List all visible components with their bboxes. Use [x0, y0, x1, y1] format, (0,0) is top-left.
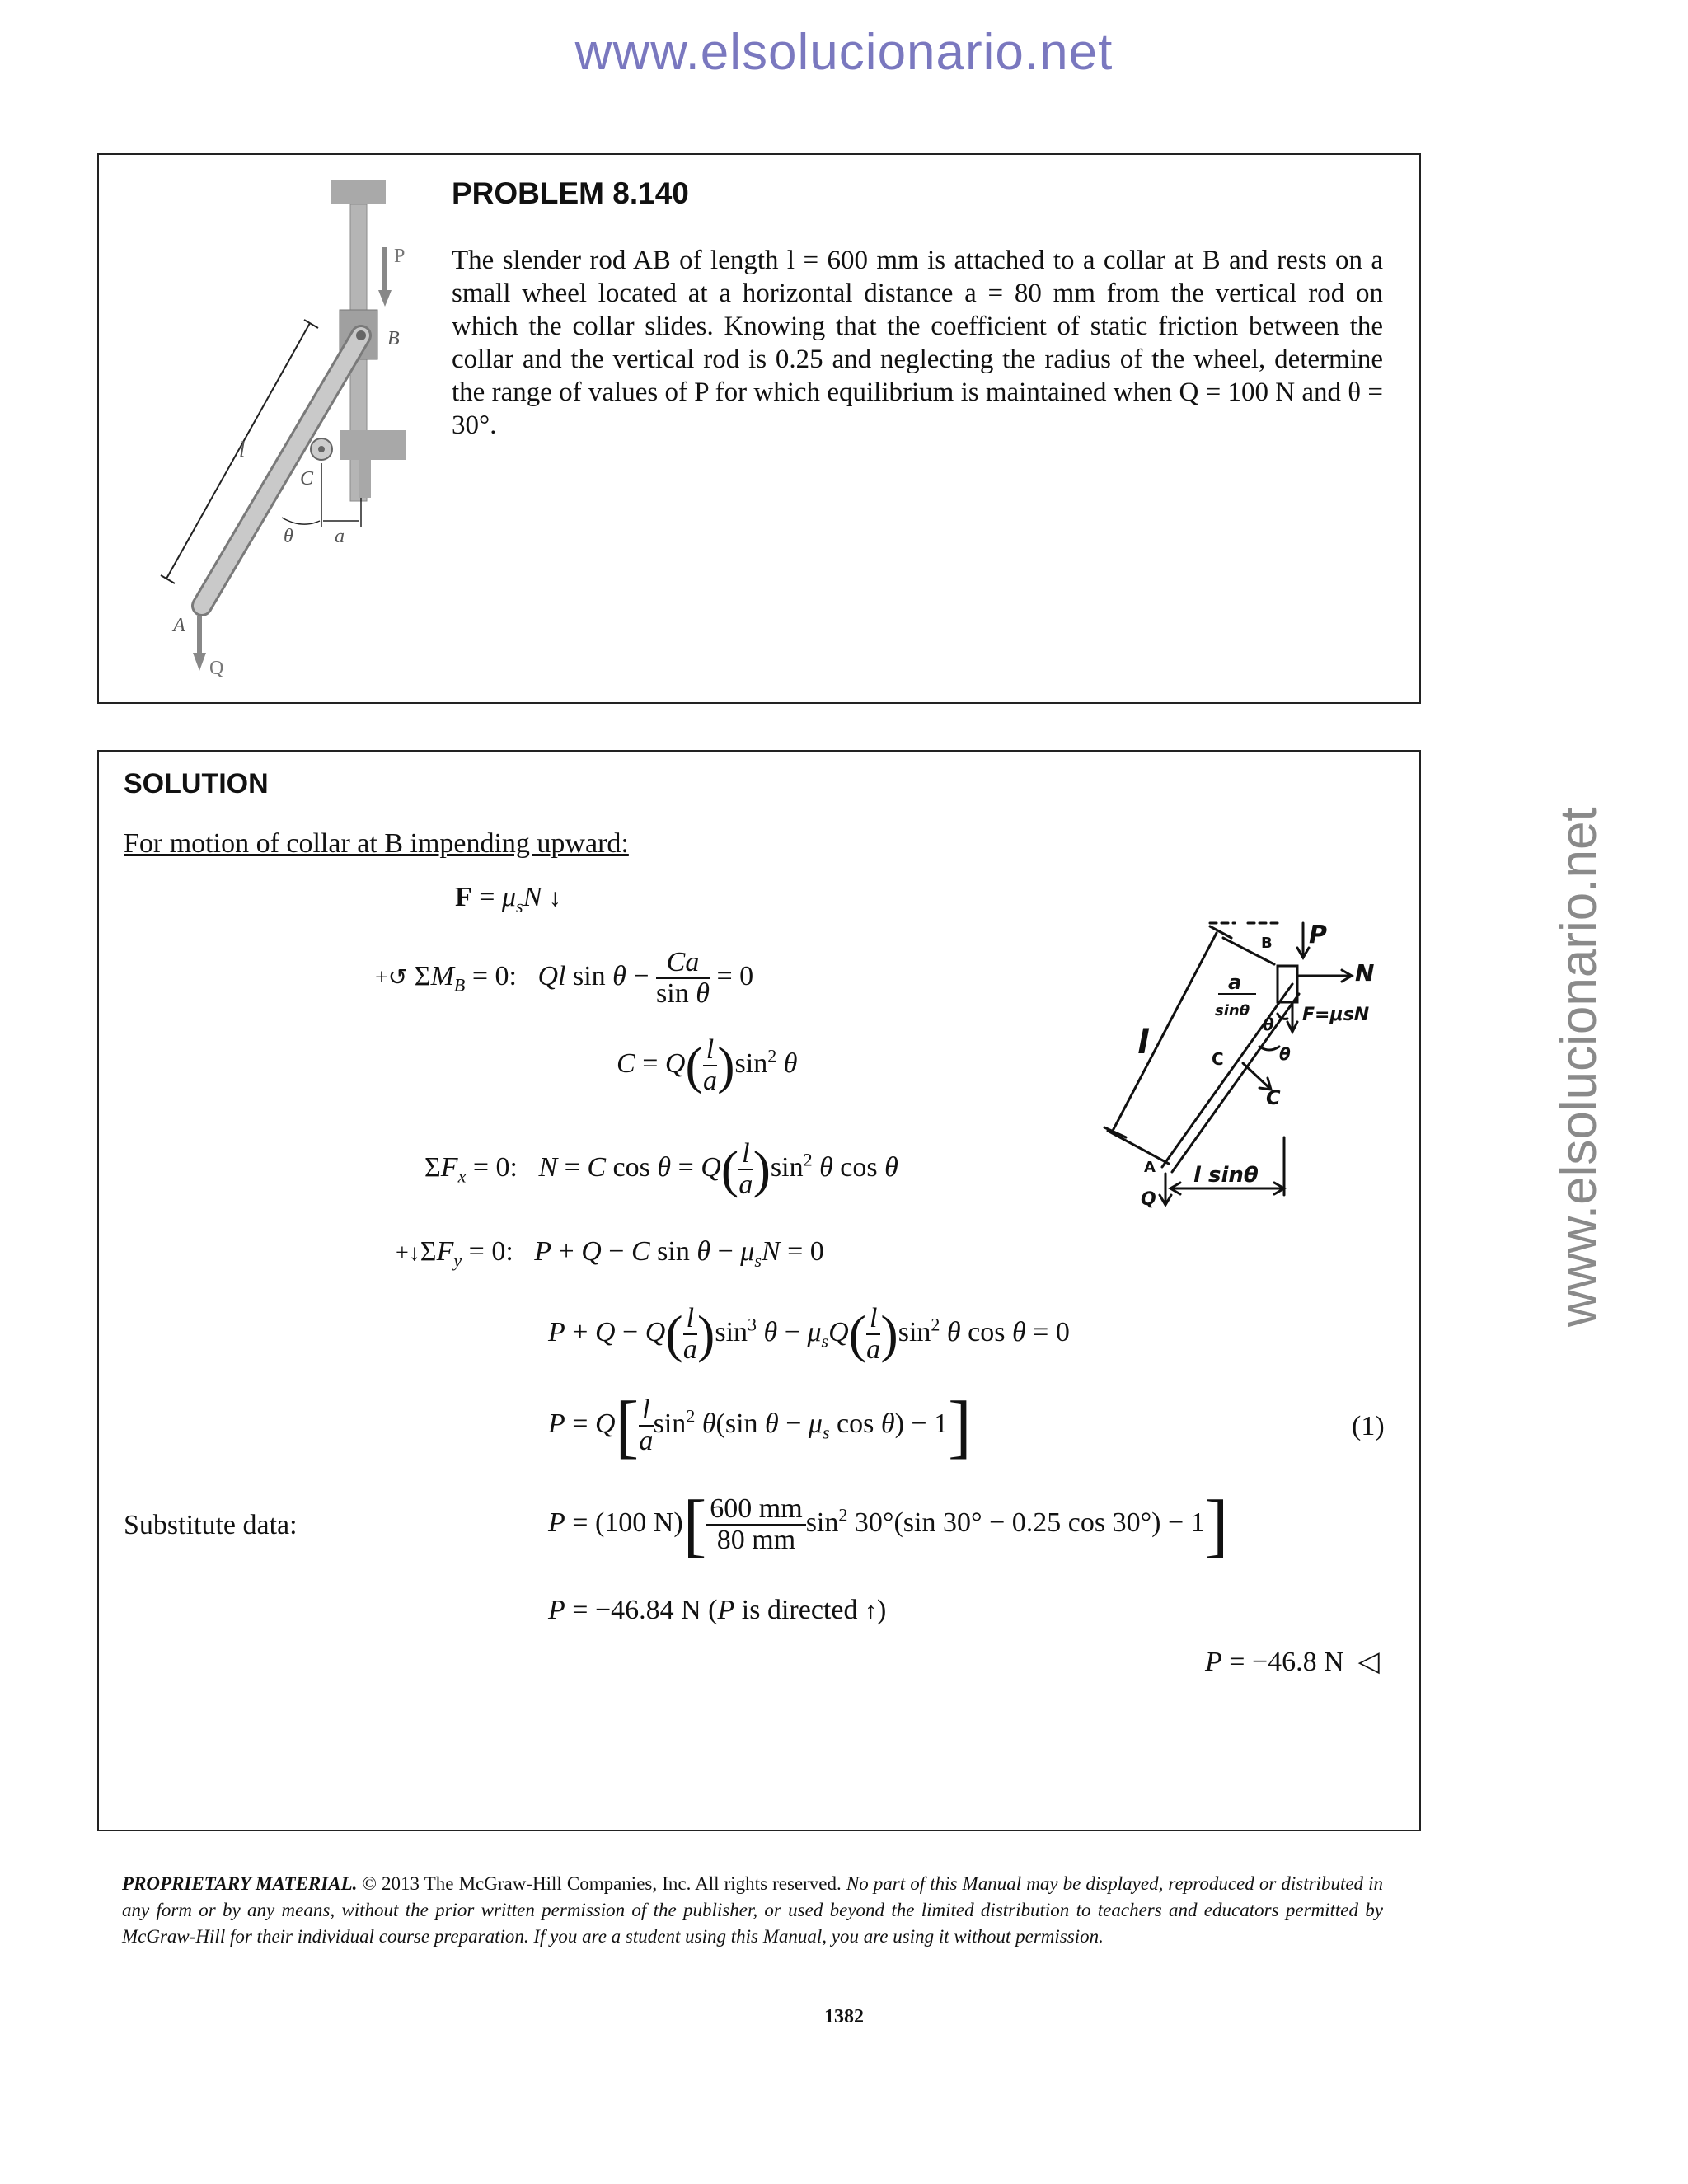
ceiling-support [331, 180, 386, 204]
equation-friction: $F = \mu_sN$ ↓ [455, 882, 561, 916]
wheel-axle [318, 446, 325, 452]
equation-p: P = Q[ $\frac{l}{a}$ $\sin^2 \theta(\sin$ $\theta - \mu_s$ cos θ) − 1] [548, 1386, 972, 1465]
problem-statement: The slender rod AB of length l = 600 mm is attached to a collar at B and rests on a small wheel located at a horizontal distance a = 80 mm from the vertical rod on which the collar slides. Knowing that the coefficient of static friction between the collar and the vertical rod is 0.25 and neglecting the radius of the wheel, determine the range of values of P for which equilibrium is maintained when Q = 100 N and θ = 30°. [452, 246, 1383, 440]
sketch-label-c: C [1212, 1049, 1224, 1069]
sketch-label-sin: sinθ [1215, 1002, 1250, 1019]
equation-number: (1) [1352, 1411, 1385, 1441]
problem-title: PROBLEM 8.140 [452, 176, 689, 210]
sketch-label-n: N [1355, 959, 1375, 987]
sketch-label-lsin: l sinθ [1193, 1163, 1259, 1188]
sketch-label-a-point: A [1144, 1159, 1156, 1176]
sketch-label-c2: C [1266, 1086, 1281, 1109]
equation-moment: +↺ $\Sigma M_B = 0$: Ql sin θ − $\frac{Ca}{\text{sin θ}}$ = 0 [375, 947, 754, 1009]
label-b: B [387, 328, 400, 349]
pin-b [356, 330, 366, 340]
footer-copyright: © 2013 The McGraw-Hill Companies, Inc. All rights reserved. [362, 1873, 842, 1894]
sketch-c-arrow [1243, 1063, 1269, 1088]
watermark-top: www.elsolucionario.net [574, 24, 1114, 81]
sketch-label-theta2: θ [1279, 1044, 1291, 1064]
sketch-label-l: l [1137, 1024, 1149, 1062]
sketch-label-q: Q [1141, 1189, 1156, 1210]
footer-notice-text: No part of this Manual may be displayed, reproduced or distributed in any form or by any means, without the prior written permission of the publisher, or used beyond the limited distribution to teachers and educators permitted by McGraw-Hill for their individual course preparation. If you are a student using this Manual, you are using it without permission. [122, 1873, 1384, 1947]
sketch-collar [1278, 966, 1297, 1002]
angle-theta-arc [282, 518, 320, 524]
equation-c: C = Q( $\frac{l}{a}$ )$\sin^2$ θ [617, 1034, 798, 1096]
label-a-point: A [173, 615, 185, 636]
final-answer: P = −46.8 N ◁ [1205, 1647, 1380, 1677]
substitute-label: Substitute data: [124, 1510, 298, 1540]
label-p: P [394, 246, 406, 267]
problem-figure [148, 165, 445, 692]
page-number: 1382 [824, 2006, 864, 2027]
sketch-label-f: F=μsN [1302, 1005, 1370, 1025]
rod-ab-fill [202, 335, 361, 606]
footer-bold: PROPRIETARY MATERIAL. [122, 1873, 358, 1894]
label-c: C [300, 468, 314, 490]
equation-fy: $+↓\Sigma F_y = 0$: P + Q − C $\sin \theta - \mu_sN = 0$ [396, 1236, 824, 1271]
sketch-label-theta1: θ [1263, 1015, 1274, 1034]
sketch-label-p: P [1309, 921, 1327, 949]
equation-result: P = −46.84 N (P is directed ↑) [548, 1595, 887, 1625]
footer-notice [122, 1871, 1383, 1950]
force-q-head [193, 653, 206, 671]
equation-fx: $\Sigma F_x = 0$: N = C cos θ = Q( $\frac{l}{a}$ )$\sin^2$ θ cos θ [424, 1138, 898, 1200]
label-a: a [335, 526, 345, 547]
equation-substituted: P + Q − Q( $\frac{l}{a}$ )$\sin^3$ $\theta - \mu_sQ$( $\frac{l}{a}$ )$\sin^2$ θ cos θ = 0 [548, 1303, 1070, 1365]
case-heading: For motion of collar at B impending upward: [124, 828, 629, 859]
sketch-label-a: a [1228, 971, 1242, 994]
watermark-side: www.elsolucionario.net [1550, 807, 1607, 1327]
free-body-sketch [1086, 915, 1400, 1220]
label-q: Q [209, 658, 224, 679]
label-theta: θ [284, 526, 293, 547]
sketch-dimension-l [1113, 933, 1217, 1131]
force-p-head [378, 290, 392, 307]
label-l: l [239, 438, 246, 462]
bracket-stem [359, 460, 371, 498]
wheel-bracket [340, 430, 406, 460]
solution-title: SOLUTION [124, 768, 269, 799]
sketch-label-b: B [1261, 935, 1273, 952]
equation-data: P = (100 N)[ $\frac{600 mm}{80 mm}$ $\sin^2 30^\circ(\sin$ 30° − 0.25 cos 30°) − 1] [548, 1485, 1229, 1564]
